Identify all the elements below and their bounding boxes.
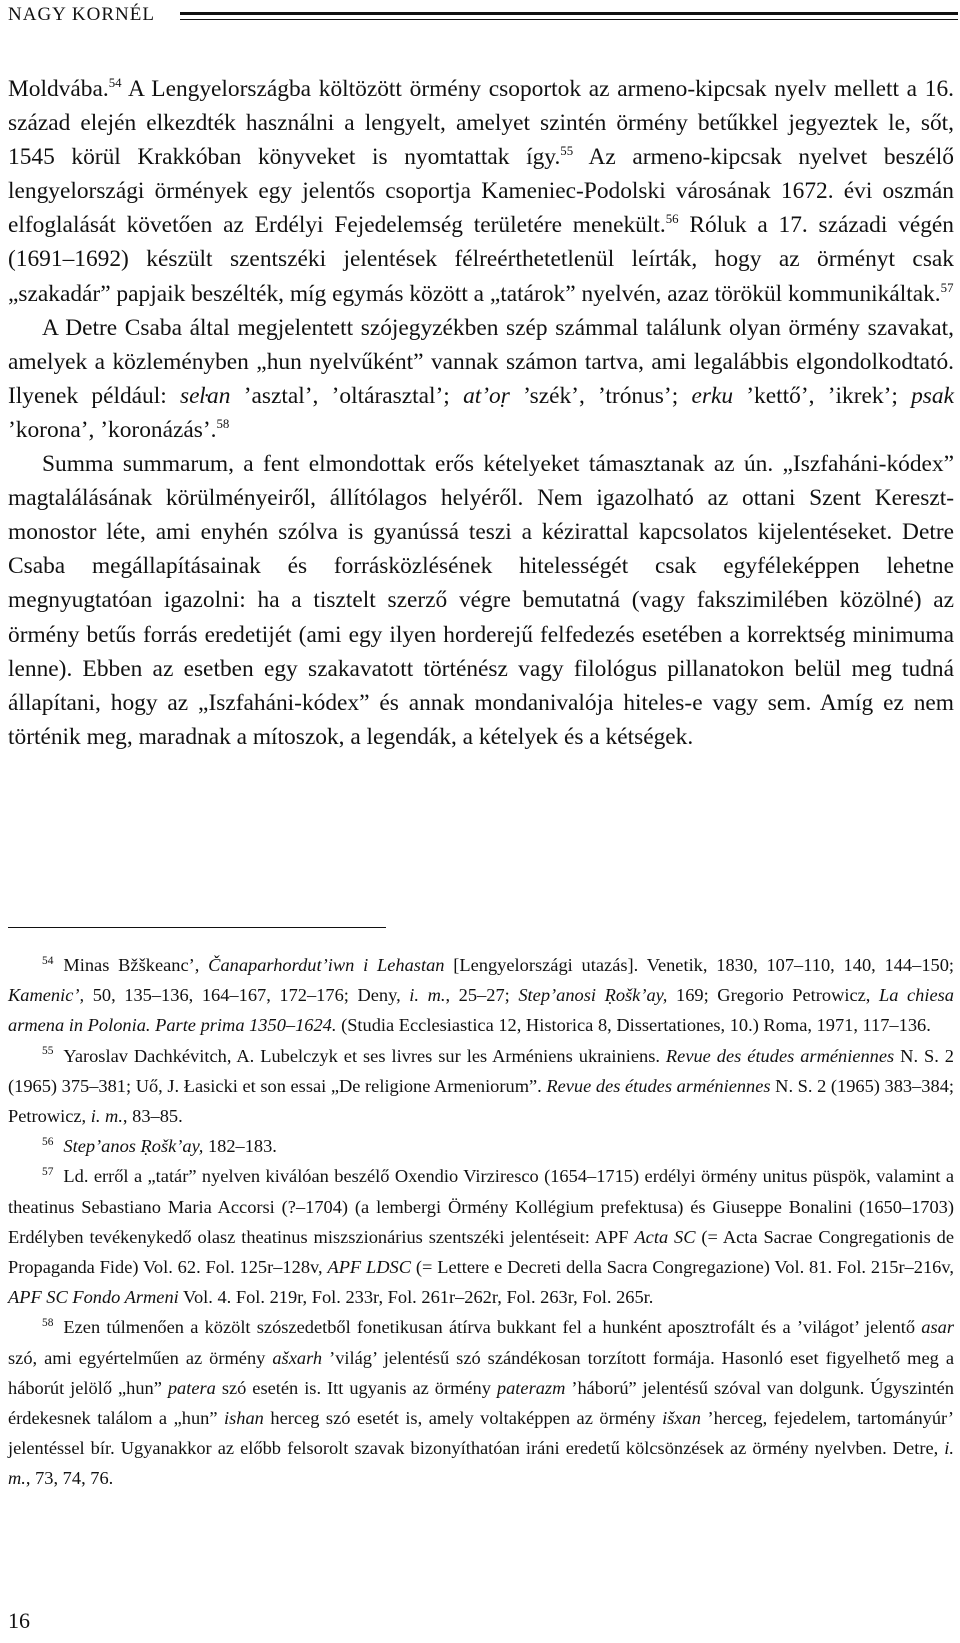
footnote-ref-57[interactable]: 57	[940, 280, 954, 295]
footnote-ref-54[interactable]: 54	[108, 76, 122, 91]
paragraph-1: Moldvába.$^{54}$ A Lengyelországba költözött örmény csoportok az armeno-kipcsak nyelv mellett a 16. század elején elkezdték használni a lengyelt, amelyet szintén örmény betűkkel jegyeztek le, sőt, 1545 körül Krakkóban könyveket is nyomtattak így.$^{55}$ Az armeno-kipcsak nyelvet beszélő lengyelországi örmények egy jelentős csoportja Kameniec-Podolski városának 1672. évi oszmán elfoglalását követően az Erdélyi Fejedelemség területére menekült.$^{56}$ Róluk a 17. századi végén (1691–1692) készült szentszéki jelentések félreérthetetlenül leírták, hogy az örményt csak „szakadár” papjaik beszélték, míg egymás között a „tatárok” nyelvén, azaz törökül kommunikáltak.$^{57}$	[8, 76, 955, 307]
footnote-ref-55[interactable]: 55	[560, 144, 574, 159]
footnote-number: 58	[42, 1317, 54, 1330]
footnote-number: 57	[42, 1166, 54, 1179]
footnote-56: $^{56}$ Step’anos Ṛošk’ay, 182–183.	[42, 1136, 277, 1157]
footnote-58: $^{58}$ Ezen túlmenően a közölt szószedetből fonetikusan átírva bukkant fel a hunként aposztrofált és a ’világot’ jelentő asar szó, ami egyértelműen az örmény ašxarh ’világ’ jelentésű szó szándékosan torzított formája. Hasonló eset figyelhető meg a háborút jelölő „hun” patera szó esetén is. Itt ugyanis az örmény paterazm ’háború” jelentésű szóval van dolgunk. Úgyszintén érdekesnek találom a „hun” ishan herceg szó esetét is, amely voltaképpen az örmény išxan ’herceg, fejedelem, tartományúr’ jelentéssel bír. Ugyanakkor az előbb felsorolt szavak bizonyíthatóan iráni eredetű kölcsönzések az örmény nyelvben. Detre, i. m., 73, 74, 76.	[8, 1317, 955, 1489]
footnote-separator	[8, 927, 386, 928]
footnotes	[8, 950, 954, 1494]
footnote-57: $^{57}$ Ld. erről a „tatár” nyelven kiválóan beszélő Oxendio Virziresco (1654–1715) erdélyi örmény unitus püspök, valamint a theatinus Sebastiano Maria Accorsi (?–1704) (a lembergi Örmény Kollégium prefektusa) és Giuseppe Bonalini (1650–1703) Erdélyben tevékenykedő olasz theatinus miszszionárius szentszéki jelentéseit: APF Acta SC (= Acta Sacrae Congregationis de Propaganda Fide) Vol. 62. Fol. 125r–128v, APF LDSC (= Lettere e Decreti della Sacra Congregazione) Vol. 81. Fol. 215r–216v, APF SC Fondo Armeni Vol. 4. Fol. 219r, Fol. 233r, Fol. 261r–262r, Fol. 263r, Fol. 265r.	[8, 1166, 954, 1308]
running-header-author: NAGY KORNÉL	[8, 4, 155, 25]
main-text	[8, 72, 954, 754]
armenian-word: psak	[911, 382, 954, 409]
footnote-ref-58[interactable]: 58	[216, 417, 230, 432]
footnote-number: 55	[42, 1045, 54, 1058]
header-rule-thick	[180, 12, 958, 15]
footnote-number: 56	[42, 1136, 54, 1149]
footnote-55: $^{55}$ Yaroslav Dachkévitch, A. Lubelczyk et ses livres sur les Arméniens ukrainiens. Revue des études arméniennes N. S. 2 (1965) 375–381; Uő, J. Łasicki et son essai „De religione Armeniorum”. Revue des études arméniennes N. S. 2 (1965) 383–384; Petrowicz, i. m., 83–85.	[8, 1045, 954, 1127]
armenian-word: seŀan	[180, 382, 231, 409]
header-rule-thin	[180, 19, 958, 20]
page-number: 16	[8, 1608, 30, 1633]
footnote-ref-56[interactable]: 56	[665, 212, 679, 227]
paragraph-3: Summa summarum, a fent elmondottak erős kételyeket támasztanak az ún. „Iszfaháni-kódex” magtalálásának körülményeiről, állítólagos helyéről. Nem igazolható az ottani Szent Kereszt-monostor léte, ami enyhén szólva is gyanússá teszi a kézirattal kapcsolatos kijelentéseket. Detre Csaba megállapításainak és forrásközlésének hitelességét csak egyféleképpen lehetne megnyugtatóan igazolni: ha a tisztelt szerző végre bemutatná (vagy fakszimilében közölné) az örmény betűs forrás eredetijét (ami egy ilyen horderejű felfedezés esetében a korrektség minimuma lenne). Ebben az esetben egy szakavatott történész vagy filológus pillanatokon belül meg tudná állapítani, hogy az „Iszfaháni-kódex” és annak mondanivalója hiteles-e vagy sem. Amíg ez nem történik meg, maradnak a mítoszok, a legendák, a kételyek és a kétségek.	[8, 451, 954, 750]
armenian-word: at’oṛ	[463, 382, 510, 409]
footnote-54: $^{54}$ Minas Bžškeanc’, Čanaparhordut’iwn i Lehastan [Lengyelországi utazás]. Venetik, 1830, 107–110, 140, 144–150; Kamenic’, 50, 135–136, 164–167, 172–176; Deny, i. m., 25–27; Step’anosi Ṛošk’ay, 169; Gregorio Petrowicz, La chiesa armena in Polonia. Parte prima 1350–1624. (Studia Ecclesiastica 12, Historica 8, Dissertationes, 10.) Roma, 1971, 117–136.	[8, 954, 955, 1036]
running-header	[8, 2, 958, 32]
footnote-number: 54	[42, 954, 54, 967]
armenian-word: erku	[691, 382, 734, 409]
paragraph-2: A Detre Csaba által megjelentett szójegyzékben szép számmal találunk olyan örmény szavakat, amelyek a közleményben „hun nyelvűként” vannak számon tartva, ami legalábbis elgondolkodtató. Ilyenek például: seŀan ’asztal’, ’oltárasztal’; at’oṛ ’szék’, ’trónus’; erku ’kettő’, ’ikrek’; psak ’korona’, ’koronázás’.$^{58}$	[8, 314, 954, 443]
